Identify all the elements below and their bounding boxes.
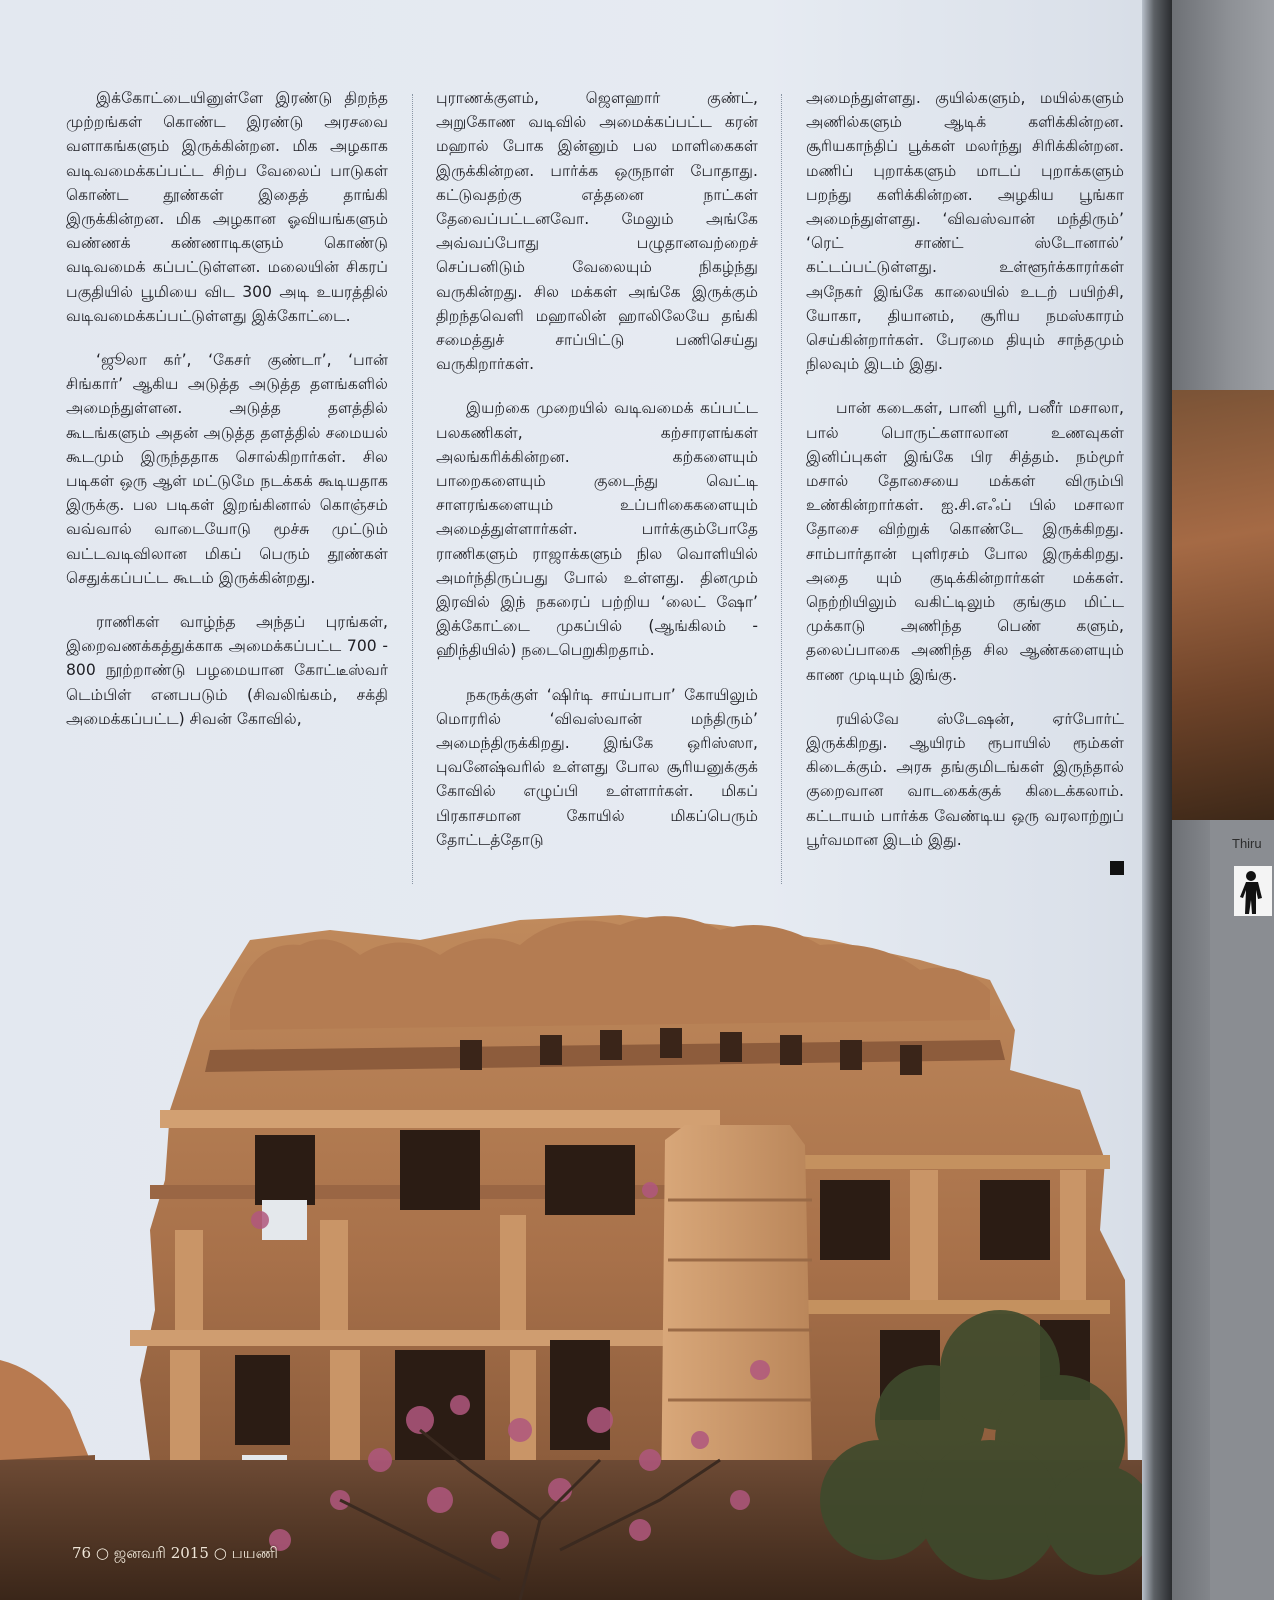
footer-separator: ○: [213, 1544, 227, 1562]
page-number: 76: [72, 1544, 92, 1562]
adjacent-page-photo: [1166, 390, 1274, 820]
article-column-1: [66, 86, 388, 751]
paragraph: புராணக்குளம், ஜௌஹார் குண்ட், அறுகோண வடிவில் அமைக்கப்பட்ட கரன் மஹால் போக இன்னும் பல மாளிகைகள் இருக்கின்றன. பார்க்க ஒருநாள் போதாது. கட்டுவதற்கு எத்தனை நாட்கள் தேவைப்பட்டனவோ. மேலும் அங்கே அவ்வப்போது பழுதானவற்றைச் செப்பனிடும் வேலையும் நிகழ்ந்து வருகின்றது. சில மக்கள் அங்கே இருக்கும் திறந்தவெளி மஹாலின் ஹாலிலேயே தங்கி சமைத்துச் சாப்பிட்டு பணிசெய்து வருகிறார்கள்.: [436, 89, 758, 374]
paragraph: பான் கடைகள், பானி பூரி, பனீர் மசாலா, பால் பொருட்களாலான உணவுகள் இனிப்புகள் இங்கே பிர சித்தம். நம்மூர் மசால் தோசையை மக்கள் விரும்பி உண்கின்றார்கள். ஐ.சி.எஃப் பில் மசாலா தோசை விற்றுக் கொண்டே இருக்கிறது. சாம்பார்தான் புளிரசம் போல இருக்கிறது. அதை யும் குடிக்கின்றார்கள் மக்கள். நெற்றியிலும் வகிட்டிலும் குங்கும மிட்ட முக்காடு அணிந்த பெண் களும், தலைப்பாகை அணிந்த சில ஆண்களையும் காண முடியும் இங்கு.: [806, 399, 1124, 684]
book-spine: [1142, 0, 1172, 1600]
column-divider: [781, 94, 782, 884]
paragraph: அமைந்துள்ளது. குயில்களும், மயில்களும் அணில்களும் ஆடிக் களிக்கின்றன. சூரியகாந்திப் பூக்கள் மலர்ந்து சிரிக்கின்றன. மணிப் புறாக்களும் மாடப் புறாக்களும் பறந்து களிக்கின்றன. அழகிய பூங்கா அமைந்துள்ளது. ‘விவஸ்வான் மந்திரும்’ ‘ரெட் சாண்ட் ஸ்டோனால்’ கட்டப்பட்டுள்ளது. உள்ளூர்க்காரர்கள் அநேகர் இங்கே காலையில் உடற் பயிற்சி, யோகா, தியானம், சூரிய நமஸ்காரம் செய்கின்றார்கள். பேரமை தியும் சாந்தமும் நிலவும் இடம் இது.: [806, 89, 1124, 374]
photographer-icon: [1234, 866, 1272, 916]
article-column-3: [806, 86, 1124, 872]
paragraph: ரயில்வே ஸ்டேஷன், ஏர்போர்ட் இருக்கிறது. ஆயிரம் ரூபாயில் ரூம்கள் கிடைக்கும். அரசு தங்குமிடங்கள் இருந்தால் குறைவான வாடகைக்குக் கிடைக்கலாம். கட்டாயம் பார்க்க வேண்டிய ஒரு வரலாற்றுப் பூர்வமான இடம் இது.: [806, 709, 1124, 849]
footer-separator: ○: [95, 1544, 109, 1562]
paragraph: இக்கோட்டையினுள்ளே இரண்டு திறந்த முற்றங்கள் கொண்ட இரண்டு அரசவை வளாகங்களும் இருக்கின்றன. மிக அழகாக வடிவமைக்கப்பட்ட சிற்ப வேலைப் பாடுகள் கொண்ட தூண்கள் இதைத் தாங்கி இருக்கின்றன. மிக அழகான ஓவியங்களும் வண்ணக் கண்ணாடிகளும் கொண்டு வடிவமைக் கப்பட்டுள்ளன. மலையின் சிகரப் பகுதியில் பூமியை விட 300 அடி உயரத்தில் வடிவமைக்கப்பட்டுள்ளது இக்கோட்டை.: [66, 89, 388, 325]
paragraph: நகருக்குள் ‘ஷிர்டி சாய்பாபா’ கோயிலும் மொரரில் ‘விவஸ்வான் மந்திரும்’ அமைந்திருக்கிறது. இங்கே ஒரிஸ்ஸா, புவனேஷ்வரில் உள்ளது போல சூரியனுக்குக் கோவில் எழுப்பி உள்ளார்கள். மிகப் பிரகாசமான கோயில் மிகப்பெரும் தோட்டத்தோடு: [436, 685, 758, 849]
adjacent-page-label: Thiru: [1232, 836, 1262, 851]
paragraph: ராணிகள் வாழ்ந்த அந்தப் புரங்கள், இறைவணக்கத்துக்காக அமைக்கப்பட்ட 700 - 800 நூற்றாண்டு பழமையான கோட்டீஸ்வர் டெம்பிள் எனபபடும் (சிவலிங்கம், சக்தி அமைக்கப்பட்ட) சிவன் கோவில்,: [66, 613, 388, 728]
column-divider: [412, 94, 413, 884]
article-end-mark: [1110, 861, 1124, 875]
article-column-2: [436, 86, 758, 872]
adjacent-page-panel: [1210, 820, 1274, 1600]
paragraph: இயற்கை முறையில் வடிவமைக் கப்பட்ட பலகணிகள், கற்சாரளங்கள் அலங்கரிக்கின்றன. கற்களையும் பாறைகளையும் குடைந்து வெட்டி சாளரங்களையும் உப்பரிகைகளையும் அமைத்துள்ளார்கள். பார்க்கும்போதே ராணிகளும் ராஜாக்களும் நில வொளியில் அமர்ந்திருப்பது போல் உள்ளது. தினமும் இரவில் இந் நகரைப் பற்றிய ‘லைட் ஷோ’ இக்கோட்டை முகப்பில் (ஆங்கிலம் - ஹிந்தியில்) நடைபெறுகிறதாம்.: [436, 399, 758, 660]
temple-photo: [0, 900, 1145, 1600]
paragraph: ‘ஜூலா கர்’, ‘கேசர் குண்டா’, ‘பான் சிங்கார்’ ஆகிய அடுத்த அடுத்த தளங்களில் அமைந்துள்ளன. அடுத்த தளத்தில் கூடங்களும் அதன் அடுத்த தளத்தில் சமையல் கூடமும் இருந்ததாக சொல்கிறார்கள். சில படிகள் ஒரு ஆள் மட்டுமே நடக்கக் கூடியதாக இருக்கு. பல படிகள் இறங்கினால் கொஞ்சம் வவ்வால் வாடையோடு மூச்சு முட்டும் வட்டவடிவிலான மிகப் பெரும் தூண்கள் செதுக்கப்பட்ட கூடம் இருக்கின்றது.: [66, 351, 388, 587]
page-footer: [72, 1544, 278, 1564]
magazine-name: பயணி: [231, 1544, 278, 1562]
issue-date: ஜனவரி 2015: [113, 1544, 209, 1562]
